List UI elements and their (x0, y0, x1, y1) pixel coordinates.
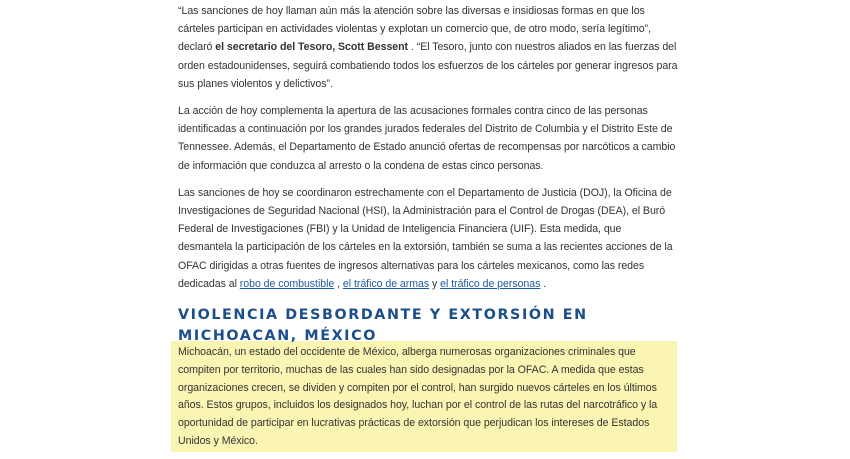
article-body (178, 0, 678, 347)
link-separator: y (429, 277, 441, 290)
human-trafficking-link[interactable]: el tráfico de personas (440, 277, 541, 290)
fuel-theft-link[interactable]: robo de combustible (239, 277, 335, 290)
section-heading: VIOLENCIA DESBORDANTE Y EXTORSIÓN EN MICHOACAN, MÉXICO (178, 307, 588, 345)
quote-text-end: . “El Tesoro, junto con nuestros aliados en las fuerzas del orden estadounidenses, seguirá combatiendo todos los esfuerzos de los cárteles por generar ingresos para sus planes violentos y delictivos”. (178, 41, 678, 90)
indictment-paragraph: La acción de hoy complementa la apertura de las acusaciones formales contra cinco de las personas identificadas a continuación por los grandes jurados federales del Distrito de Columbia y el Distrito Este de Tennessee. Además, el Departamento de Estado anunció ofertas de recompensas por narcóticos a cambio de información que conduzca al arresto o la condena de estas cinco personas. (178, 105, 676, 172)
arms-trafficking-link[interactable]: el tráfico de armas (342, 277, 430, 290)
secretary-name: el secretario del Tesoro, Scott Bessent (215, 41, 409, 54)
quote-text-start: “Las sanciones de hoy llaman aún más la atención sobre las diversas e insidiosas formas en que los cárteles participan en actividades violentas y explotan un comercio que, de otro modo, sería legítimo”, declaró (178, 5, 652, 54)
quote-paragraph (178, 2, 678, 93)
highlighted-paragraph: Michoacán, un estado del occidente de México, alberga numerosas organizaciones criminales que compiten por territorio, muchas de las cuales han sido designadas por la OFAC. A medida que estas organizaciones crecen, se dividen y compiten por el control, han surgido nuevos cárteles en los últimos años. Estos grupos, incluidos los designados hoy, luchan por el control de las rutas del narcotráfico y la oportunidad de participar en lucrativas prácticas de extorsión que perjudican los intereses de Estados Unidos y México. (178, 346, 658, 447)
sentence-end: . (540, 277, 547, 290)
coordination-text: Las sanciones de hoy se coordinaron estrechamente con el Departamento de Justicia (DOJ), la Oficina de Investigaciones de Seguridad Nacional (HSI), la Administración para el Control de Drogas (DEA), el Buró Federal de Investigaciones (FBI) y la Unidad de Inteligencia Financiera (UIF). Esta medida, que desmantela la participación de los cárteles en la extorsión, también se suma a las recientes acciones de la OFAC dirigidas a otras fuentes de ingresos alternativas para los cárteles mexicanos, como las redes dedicadas al (178, 186, 673, 290)
coordination-paragraph (178, 184, 678, 293)
link-separator: , (334, 277, 343, 290)
